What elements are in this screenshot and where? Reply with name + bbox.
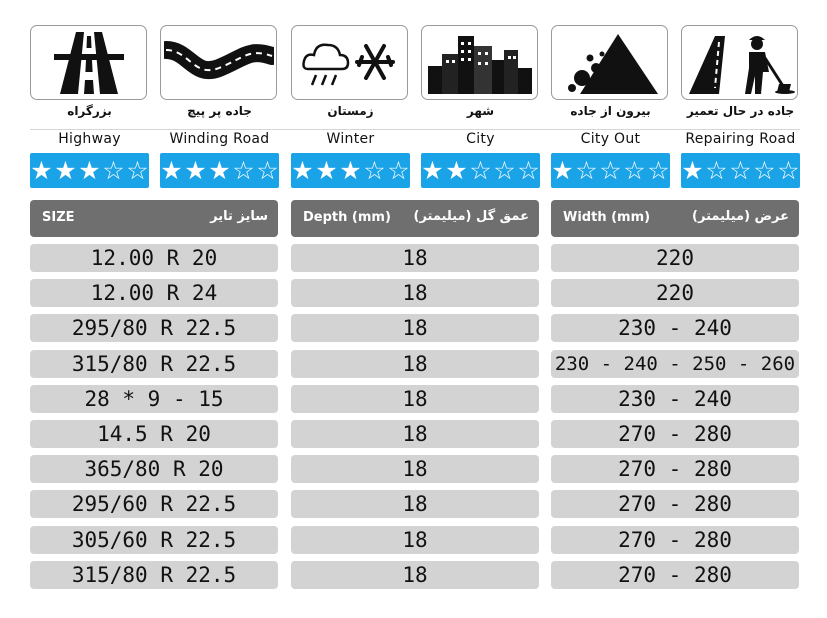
star-empty-icon: ☆ [575,156,598,185]
star-empty-icon: ☆ [777,156,800,185]
separator-line [30,129,800,130]
star-filled-icon: ★ [291,156,314,185]
star-empty-icon: ☆ [232,156,255,185]
size-cell: 365/80 R 20 [30,455,278,483]
size-header-fa: سایز تایر [210,209,268,224]
star-filled-icon: ★ [551,156,574,185]
city-icon [421,25,538,100]
size-cell: 12.00 R 20 [30,244,278,272]
size-cell: 295/80 R 22.5 [30,314,278,342]
size-cell: 12.00 R 24 [30,279,278,307]
star-filled-icon: ★ [315,156,338,185]
star-empty-icon: ☆ [102,156,125,185]
condition-label-en: Highway [58,131,121,147]
winding-road-icon [160,25,277,100]
star-rating [551,153,670,188]
condition-label-fa: جاده در حال تعمیر [686,104,795,118]
star-rating [421,153,540,188]
size-header-en: SIZE [42,210,75,225]
star-empty-icon: ☆ [599,156,622,185]
size-header [30,200,278,237]
depth-cell: 18 [291,279,539,307]
star-empty-icon: ☆ [493,156,516,185]
width-cell: 270 - 280 [551,526,799,554]
width-cell: 270 - 280 [551,490,799,518]
condition-label-en: Repairing Road [685,131,796,147]
condition-label-en: Winding Road [169,131,270,147]
star-empty-icon: ☆ [256,156,279,185]
width-cell: 270 - 280 [551,420,799,448]
star-filled-icon: ★ [208,156,231,185]
road-repair-icon [681,25,798,100]
highway-icon [30,25,147,100]
star-filled-icon: ★ [78,156,101,185]
offroad-icon [551,25,668,100]
width-cell: 270 - 280 [551,455,799,483]
width-cell: 220 [551,244,799,272]
condition-label-en: Winter [326,131,375,147]
size-cell: 28 * 9 - 15 [30,385,278,413]
star-empty-icon: ☆ [126,156,149,185]
star-empty-icon: ☆ [363,156,386,185]
width-header [551,200,799,237]
star-filled-icon: ★ [681,156,704,185]
depth-header-fa: عمق گل (میلیمتر) [413,209,529,224]
depth-header-en: Depth (mm) [303,210,391,225]
condition-label-en: City [466,131,495,147]
width-header-en: Width (mm) [563,210,651,225]
size-cell: 295/60 R 22.5 [30,490,278,518]
width-header-fa: عرض (میلیمتر) [692,209,789,224]
depth-cell: 18 [291,420,539,448]
depth-cell: 18 [291,314,539,342]
star-filled-icon: ★ [30,156,53,185]
star-empty-icon: ☆ [387,156,410,185]
star-empty-icon: ☆ [517,156,540,185]
conditions-panel [30,25,800,190]
depth-cell: 18 [291,490,539,518]
condition-label-fa: زمستان [327,104,374,118]
width-cell: 270 - 280 [551,561,799,589]
star-rating [160,153,279,188]
depth-cell: 18 [291,244,539,272]
star-empty-icon: ☆ [647,156,670,185]
star-filled-icon: ★ [445,156,468,185]
condition-label-fa: بیرون از جاده [570,104,651,118]
depth-cell: 18 [291,350,539,378]
depth-header [291,200,539,237]
condition-label-fa: شهر [466,104,495,118]
width-cell: 230 - 240 [551,385,799,413]
depth-cell: 18 [291,561,539,589]
star-filled-icon: ★ [54,156,77,185]
condition-label-en: City Out [580,131,641,147]
star-filled-icon: ★ [339,156,362,185]
star-empty-icon: ☆ [705,156,728,185]
star-rating [681,153,800,188]
star-filled-icon: ★ [184,156,207,185]
width-cell: 230 - 240 - 250 - 260 [551,350,799,378]
star-empty-icon: ☆ [469,156,492,185]
condition-label-fa: جاده پر پیچ [187,104,252,118]
size-cell: 14.5 R 20 [30,420,278,448]
star-rating [30,153,149,188]
width-cell: 230 - 240 [551,314,799,342]
star-empty-icon: ☆ [729,156,752,185]
size-cell: 315/80 R 22.5 [30,350,278,378]
size-cell: 315/80 R 22.5 [30,561,278,589]
star-filled-icon: ★ [421,156,444,185]
star-rating [291,153,410,188]
winter-icon [291,25,408,100]
depth-cell: 18 [291,385,539,413]
star-empty-icon: ☆ [753,156,776,185]
depth-cell: 18 [291,526,539,554]
depth-cell: 18 [291,455,539,483]
star-filled-icon: ★ [160,156,183,185]
condition-label-fa: بزرگراه [67,104,112,118]
star-empty-icon: ☆ [623,156,646,185]
size-cell: 305/60 R 22.5 [30,526,278,554]
width-cell: 220 [551,279,799,307]
